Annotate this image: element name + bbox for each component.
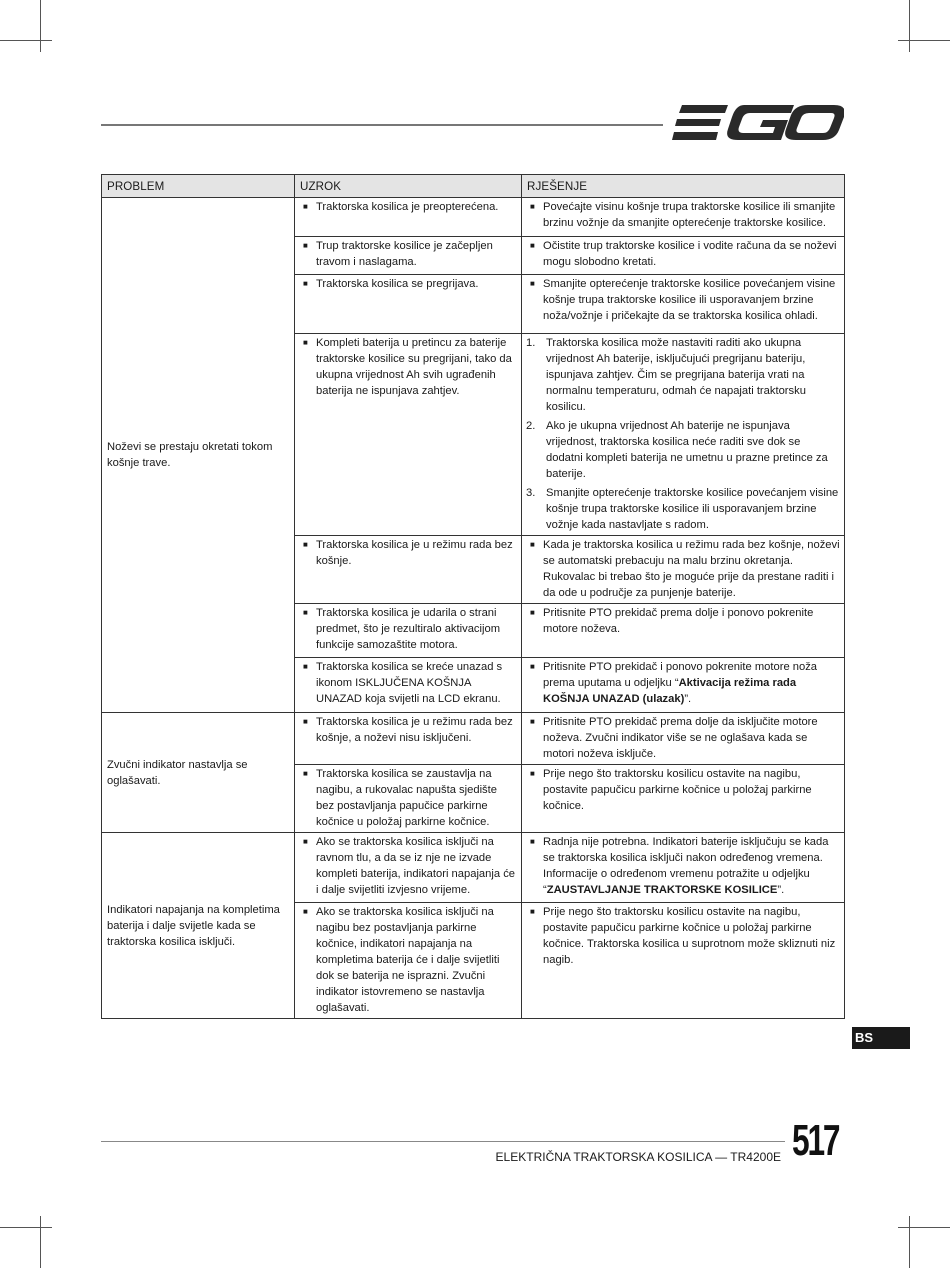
language-tab: BS: [852, 1027, 910, 1049]
bullet-icon: ■: [303, 202, 308, 211]
solution-cell: ■ Pritisnite PTO prekidač i ponovo pokrenite motore noža prema uputama u odjeljku “Aktivacija režima rada KOŠNJA UNAZAD (ulazak)”.: [522, 658, 845, 713]
bullet-icon: ■: [303, 608, 308, 617]
crop-mark: [898, 40, 950, 41]
bullet-icon: ■: [303, 907, 308, 916]
header-problem: PROBLEM: [102, 175, 295, 198]
page-number: 517: [792, 1116, 839, 1165]
solution-cell: ■ Pritisnite PTO prekidač prema dolje da isključite motore noževa. Zvučni indikator više se ne oglašava kada se motori noževa isključe.: [522, 713, 845, 765]
problem-cell: Indikatori napajanja na kompletima baterija i dalje svijetle kada se traktorska kosilica isključi.: [102, 833, 295, 1019]
cause-cell: ■ Traktorska kosilica se zaustavlja na nagibu, a rukovalac napušta sjedište bez postavljanja papučice parkirne kočnice u položaj parkirne kočnice.: [295, 765, 522, 833]
cause-cell: ■ Traktorska kosilica se kreće unazad s ikonom ISKLJUČENA KOŠNJA UNAZAD koja svijetli na LCD ekranu.: [295, 658, 522, 713]
problem-cell: Noževi se prestaju okretati tokom košnje trave.: [102, 198, 295, 713]
crop-mark: [0, 1227, 52, 1228]
table-row: [102, 713, 845, 765]
footer-title: ELEKTRIČNA TRAKTORSKA KOSILICA — TR4200E: [495, 1150, 781, 1164]
bullet-icon: ■: [530, 717, 535, 726]
solution-cell: ■ Kada je traktorska kosilica u režimu rada bez košnje, noževi se automatski prebacuju na malu brzinu okretanja. Rukovalac bi trebao što je moguće prije da prestane raditi i da ode u područje za punjenje baterije.: [522, 536, 845, 604]
section-reference: ZAUSTAVLJANJE TRAKTORSKE KOSILICE: [546, 884, 778, 896]
bullet-icon: ■: [530, 769, 535, 778]
table-row: [102, 833, 845, 903]
bullet-icon: ■: [530, 202, 535, 211]
bullet-icon: ■: [530, 837, 535, 846]
numbered-step: 3. Smanjite opterećenje traktorske kosilice povećanjem visine košnje trupa traktorske kosilice ili usporavanjem brzine vožnje kada nastavljate s radom.: [526, 487, 839, 531]
bullet-icon: ■: [530, 279, 535, 288]
crop-mark: [40, 0, 41, 52]
table-row: [102, 198, 845, 237]
cause-cell: ■ Ako se traktorska kosilica isključi na ravnom tlu, a da se iz nje ne izvade kompleti baterija, indikatori napajanja će i dalje svijetliti izvjesno vrijeme.: [295, 833, 522, 903]
bullet-icon: ■: [530, 241, 535, 250]
problem-cell: Zvučni indikator nastavlja se oglašavati.: [102, 713, 295, 833]
solution-cell: ■ Radnja nije potrebna. Indikatori baterije isključuju se kada se traktorska kosilica isključi nakon određenog vremena. Informacije o određenom vremenu potražite u odjeljku “ZAUSTAVLJANJE TRAKTORSKE KOSILICE”.: [522, 833, 845, 903]
cause-cell: ■ Kompleti baterija u pretincu za baterije traktorske kosilice su pregrijani, tako da ukupna vrijednost Ah svih ugrađenih baterija ne ispunjava zahtjev.: [295, 334, 522, 536]
section-reference: Aktivacija režima rada KOŠNJA UNAZAD (ulazak): [543, 677, 797, 705]
crop-mark: [898, 1227, 950, 1228]
bullet-icon: ■: [530, 662, 535, 671]
numbered-step: 2. Ako je ukupna vrijednost Ah baterije ne ispunjava vrijednost, traktorska kosilica neće raditi sve dok se dodatni kompleti baterija ne umetnu u prazne pretince za baterije.: [526, 420, 828, 480]
solution-cell: ■ Pritisnite PTO prekidač prema dolje i ponovo pokrenite motore noževa.: [522, 604, 845, 658]
crop-mark: [909, 1216, 910, 1268]
solution-cell: ■ Prije nego što traktorsku kosilicu ostavite na nagibu, postavite papučicu parkirne kočnice u položaj parkirne kočnice.: [522, 765, 845, 833]
solution-cell: [522, 334, 845, 536]
bullet-icon: ■: [303, 837, 308, 846]
footer-rule: [101, 1141, 785, 1142]
crop-mark: [909, 0, 910, 52]
troubleshooting-table: [101, 174, 845, 1019]
ego-logo: [672, 103, 844, 143]
header-solution: RJEŠENJE: [522, 175, 845, 198]
bullet-icon: ■: [303, 662, 308, 671]
solution-cell: ■ Smanjite opterećenje traktorske kosilice povećanjem visine košnje trupa traktorske kosilice ili usporavanjem brzine noža/vožnje i pričekajte da se traktorska kosilica ohladi.: [522, 275, 845, 334]
crop-mark: [40, 1216, 41, 1268]
solution-cell: ■ Povećajte visinu košnje trupa traktorske kosilice ili smanjite brzinu vožnje da smanjite opterećenje traktorske kosilice.: [522, 198, 845, 237]
cause-cell: ■ Traktorska kosilica je udarila o strani predmet, što je rezultiralo aktivacijom funkcije samozaštite motora.: [295, 604, 522, 658]
solution-cell: ■ Prije nego što traktorsku kosilicu ostavite na nagibu, postavite papučicu parkirne kočnice u položaj parkirne kočnice. Traktorska kosilica u suprotnom može skliznuti niz nagib.: [522, 903, 845, 1019]
crop-mark: [0, 40, 52, 41]
bullet-icon: ■: [303, 338, 308, 347]
header-rule: [101, 124, 663, 126]
bullet-icon: ■: [303, 717, 308, 726]
bullet-icon: ■: [303, 769, 308, 778]
bullet-icon: ■: [303, 540, 308, 549]
cause-cell: ■ Traktorska kosilica je u režimu rada bez košnje.: [295, 536, 522, 604]
solution-cell: ■ Očistite trup traktorske kosilice i vodite računa da se noževi mogu slobodno kretati.: [522, 237, 845, 275]
bullet-icon: ■: [303, 241, 308, 250]
cause-cell: ■ Traktorska kosilica se pregrijava.: [295, 275, 522, 334]
table-header-row: [102, 175, 845, 198]
numbered-step: 1. Traktorska kosilica može nastaviti raditi ako ukupna vrijednost Ah baterije, isključujući pregrijanu bateriju, ispunjava zahtjev. Čim se pregrijana baterija vrati na normalnu temperaturu, odmah će napajati traktorsku kosilicu.: [526, 337, 806, 413]
cause-cell: ■ Traktorska kosilica je preopterećena.: [295, 198, 522, 237]
bullet-icon: ■: [530, 540, 535, 549]
cause-cell: ■ Trup traktorske kosilice je začepljen travom i naslagama.: [295, 237, 522, 275]
cause-cell: ■ Ako se traktorska kosilica isključi na nagibu bez postavljanja parkirne kočnice, indikatori napajanja na kompletima baterija će i dalje svijetliti dok se baterija ne isprazni. Zvučni indikator istovremeno se nastavlja oglašavati.: [295, 903, 522, 1019]
bullet-icon: ■: [303, 279, 308, 288]
bullet-icon: ■: [530, 608, 535, 617]
cause-cell: ■ Traktorska kosilica je u režimu rada bez košnje, a noževi nisu isključeni.: [295, 713, 522, 765]
bullet-icon: ■: [530, 907, 535, 916]
header-cause: UZROK: [295, 175, 522, 198]
